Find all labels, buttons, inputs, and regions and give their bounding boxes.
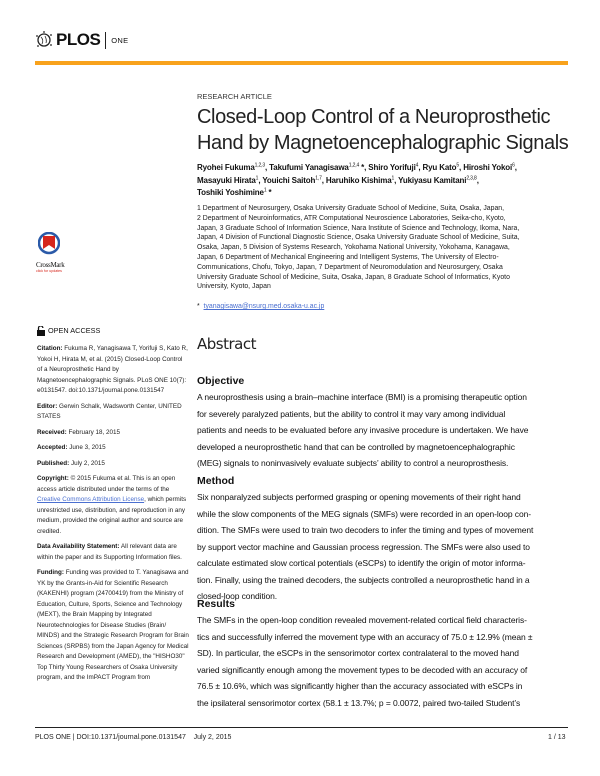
paragraph-line: A neuroprosthesis using a brain–machine interface (BMI) is a promising therapeutic option: [197, 392, 527, 402]
article-type: RESEARCH ARTICLE: [197, 92, 272, 101]
data-availability: [37, 542, 189, 563]
editor-label: Editor:: [37, 402, 58, 410]
author-affiliation-numbers: 4: [415, 162, 419, 169]
author-separator: ,: [265, 163, 270, 172]
author-affiliation-numbers: 1,7: [315, 174, 322, 181]
objective-heading: Objective: [197, 375, 245, 387]
results-heading: Results: [197, 598, 235, 610]
paragraph-line: The SMFs in the open-loop condition revealed movement-related cortical field characteris-: [197, 615, 527, 625]
author: Haruhiko Kishima: [325, 175, 392, 185]
open-lock-icon: [37, 326, 45, 336]
footer-divider: [35, 727, 568, 728]
author-separator: ,: [394, 175, 399, 185]
footer-citation: PLOS ONE | DOI:10.1371/journal.pone.0131547 July 2, 2015: [35, 734, 232, 741]
author-separator: *: [266, 188, 272, 197]
title-line: Closed-Loop Control of a Neuroprosthetic: [197, 106, 551, 128]
copyright: [37, 474, 189, 537]
paragraph-line: tion. Finally, using the trained decoders, the subjects controlled a neuroprosthetic hand in a: [197, 574, 530, 585]
paragraph-line: dition. The SMFs were used to train two decoders to infer the timing and types of movement: [197, 525, 534, 535]
paragraph-line: Six nonparalyzed subjects performed grasping or opening movements of their right hand: [197, 492, 521, 502]
data-availability-label: Data Availability Statement:: [37, 543, 120, 550]
published-label: Published:: [37, 459, 70, 467]
citation-label: Citation:: [37, 345, 63, 352]
title-line: Hand by Magnetoencephalographic Signals: [197, 132, 569, 154]
page-number: 1 / 13: [548, 734, 566, 741]
affiliation-line: University, Kyoto, Japan: [197, 283, 271, 291]
copyright-text: © 2015 Fukuma et al. This is an open access article distributed under the terms of the: [37, 475, 176, 493]
author-separator: ,: [476, 175, 479, 185]
author-separator: ,: [459, 163, 464, 172]
crossmark-badge[interactable]: [36, 232, 65, 274]
author-affiliation-numbers: 1: [391, 174, 395, 181]
copyright-label: Copyright:: [37, 475, 69, 482]
paragraph-line: the ipsilateral sensorimotor cortex (58.1 ± 13.7%; p = 0.0072, paired two-tailed Student’s: [197, 697, 521, 708]
author-affiliation-numbers: 1,2,4: [348, 162, 360, 169]
funding-label: Funding:: [37, 569, 64, 576]
author-list: [197, 162, 517, 200]
author-separator: ,: [514, 163, 517, 172]
author: Masayuki Hirata: [197, 175, 256, 185]
affiliation-line: Japan, 4 Division of Functional Diagnostic Science, Osaka University Graduate School of Medicine, Suita,: [197, 234, 520, 242]
brand-name: PLOS: [56, 30, 101, 49]
crossmark-label: CrossMark: [36, 261, 65, 269]
logo-divider: [105, 32, 106, 49]
author: Takufumi Yanagisawa: [269, 163, 349, 172]
affiliation-line: 1 Department of Neurosurgery, Osaka University Graduate School of Medicine, Suita, Osaka, Japan,: [197, 205, 505, 212]
editor-text: Gerwin Schalk, Wadsworth Center, UNITED STATES: [37, 402, 182, 420]
article-metadata-sidebar: [37, 344, 189, 689]
paragraph-line: patients and needs to be evaluated before any invasive procedure is undertaken. We have: [197, 425, 529, 435]
author-separator: ,: [418, 163, 423, 172]
email-link[interactable]: tyanagisawa@nsurg.med.osaka-u.ac.jp: [203, 303, 325, 310]
affiliation-line: Osaka, Japan, 5 Division of Systems Research, Yokohama National University, Yokohama, Kanagawa,: [197, 244, 510, 252]
author: Yukiyasu Kamitani: [398, 175, 467, 185]
paragraph-line: for severely paralyzed patients, but the ability to control it may vary among individual: [197, 408, 506, 419]
affiliation-line: Communications, Chofu, Tokyo, Japan, 7 Department of Neuromodulation and Neurosurgery, Osaka: [197, 263, 503, 271]
abstract-heading: Abstract: [197, 335, 256, 353]
plos-globe-icon: [35, 31, 53, 49]
article-title: [197, 104, 568, 156]
method-heading: Method: [197, 475, 235, 487]
author: Shiro Yorifuji: [368, 163, 416, 172]
funding-text: Funding was provided to T. Yanagisawa and YK by the Grants-in-Aid for Scientific Research (KAKENHI) program (24700419) from the Ministry of Education, Culture, Sports, Science and Technology (MEXT), the Brain Mapping by Integrated Neurotechnologies for Disease Studies (Brain/ MINDS) and the Strategic Research Program for Brain Sciences (SRPBS) from the Japan Agency for Medical Research and Development (AMED), the "HISHO30" Top Thirty Young Researchers of Osaka University program, and the ImPACT Program from: [37, 569, 189, 681]
affiliation-line: University Graduate School of Medicine, Suita, Osaka, Japan, 8 Graduate School of Informatics, Kyoto: [197, 273, 510, 281]
paragraph-line: calculate estimated slow cortical potentials (eSCPs) to identify the origin of motor informa-: [197, 558, 526, 568]
journal-name: ONE: [111, 35, 129, 45]
paragraph-line: tics and successfully inferred the movement type with an accuracy of 75.0 ± 12.9% (mean ±: [197, 631, 533, 642]
author: Ryohei Fukuma: [197, 163, 255, 172]
author-affiliation-numbers: 1: [263, 187, 267, 194]
data-availability-text: All relevant data are within the paper and its Supporting Information files.: [37, 543, 182, 561]
header-accent-bar: [35, 61, 568, 65]
editor: [37, 402, 189, 423]
open-access-label: OPEN ACCESS: [48, 326, 101, 335]
received-date: [37, 428, 189, 439]
affiliation-line: 2 Department of Neuroinformatics, ATR Computational Neuroscience Laboratories, Seika-cho, Kyoto,: [197, 214, 506, 222]
author-affiliation-numbers: 1,2,3: [254, 162, 265, 169]
crossmark-sublabel: click for updates: [36, 269, 62, 273]
copyright-text-end: , which permits unrestricted use, distribution, and reproduction in any medium, provided the original author and source are credited.: [37, 496, 187, 535]
paragraph-line: developed a neuroprosthetic hand that can be controlled by magnetoencephalographic: [197, 441, 515, 452]
accepted-date: [37, 443, 189, 454]
paragraph-line: closed-loop condition.: [197, 591, 278, 601]
paragraph-line: varied significantly enough among the movement types to be decoded with an accuracy of: [197, 664, 528, 675]
corresponding-marker: *: [197, 303, 200, 310]
author-affiliation-numbers: 6: [512, 162, 515, 169]
citation: [37, 344, 189, 397]
objective-text: [197, 389, 528, 472]
affiliation-line: Japan, 3 Graduate School of Information Science, Nara Institute of Science and Technology, Ikoma, Nara,: [197, 224, 520, 232]
author: Hiroshi Yokoi: [463, 163, 513, 172]
published-text: July 2, 2015: [70, 459, 105, 467]
method-text: [197, 489, 533, 605]
affiliations: [197, 204, 520, 292]
open-access-badge: [37, 326, 100, 336]
author-separator: ,: [321, 175, 326, 185]
published-date: [37, 459, 189, 470]
author-affiliation-numbers: 2,3,8: [466, 174, 477, 181]
author-separator: ,: [258, 175, 263, 185]
author-separator: *,: [359, 163, 369, 172]
crossmark-icon: [38, 232, 60, 256]
author: Toshiki Yoshimine: [197, 188, 264, 197]
accepted-label: Accepted:: [37, 444, 68, 451]
funding: [37, 568, 189, 684]
corresponding-email: [197, 302, 324, 311]
author-affiliation-numbers: 1: [255, 174, 259, 181]
affiliation-line: Japan, 6 Department of Mechanical Engineering and Intelligent Systems, The University of Electro-: [197, 253, 499, 261]
author: Youichi Saitoh: [262, 175, 316, 185]
license-link[interactable]: Creative Commons Attribution License: [37, 496, 145, 503]
paragraph-line: by support vector machine and Gaussian process regression. The SMFs were also used to: [197, 541, 530, 552]
accepted-text: June 3, 2015: [69, 444, 106, 451]
paragraph-line: 76.5 ± 10.6%, which was significantly higher than the accuracy associated with eSCPs in: [197, 681, 523, 691]
received-label: Received:: [37, 428, 67, 436]
author-affiliation-numbers: 5: [456, 162, 460, 169]
citation-text: Fukuma R, Yanagisawa T, Yorifuji S, Kato R, Yokoi H, Hirata M, et al. (2015) Closed-Loop Control of a Neuroprosthetic Hand by Magnetoencephalographic Signals. PLoS ONE 10(7): e0131547. doi:10.1371/journal.pone.0131547: [37, 345, 188, 394]
plos-one-logo: [35, 30, 128, 50]
author: Ryu Kato: [422, 163, 457, 172]
paragraph-line: SD). In particular, the eSCPs in the sensorimotor cortex contralateral to the moved hand: [197, 648, 519, 658]
paragraph-line: (MEG) signals to noninvasively evaluate subjects’ ability to control a neuroprosthesis.: [197, 458, 509, 468]
results-text: [197, 612, 532, 711]
paragraph-line: while the slow components of the MEG signals (SMFs) were recorded in an open-loop con-: [197, 508, 531, 519]
received-text: February 18, 2015: [68, 428, 120, 436]
